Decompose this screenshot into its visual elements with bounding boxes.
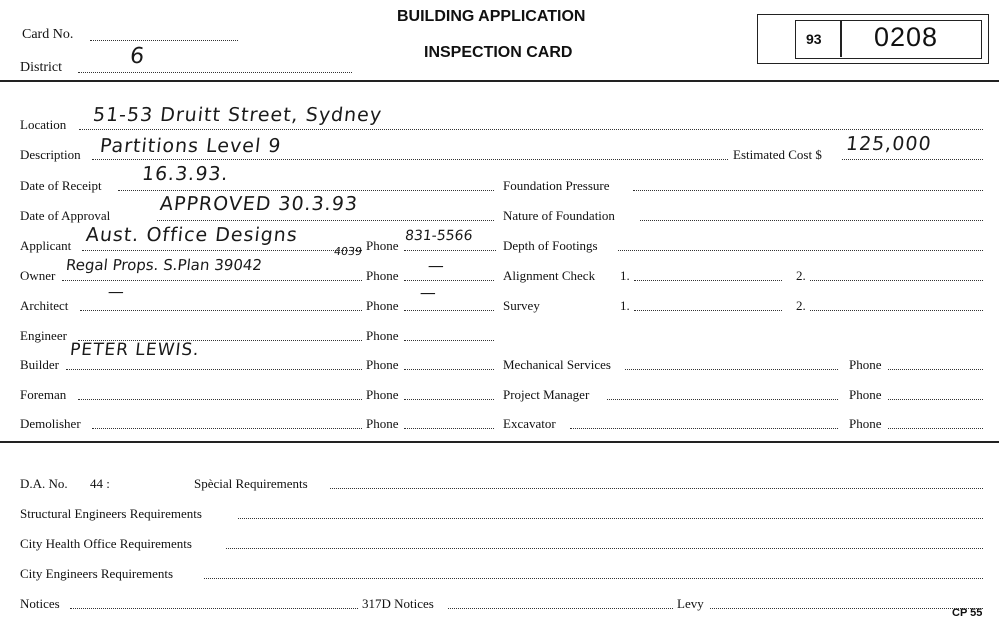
demolisher-line[interactable] (92, 428, 362, 429)
notices-label: Notices (20, 596, 60, 611)
special-requirements-label: Spècial Requirements (194, 476, 308, 491)
project-manager-phone-line[interactable] (888, 399, 983, 400)
architect-phone-line[interactable] (404, 310, 494, 311)
owner-note: 4039 (333, 245, 363, 258)
architect-line[interactable] (80, 310, 362, 311)
city-engineers-line[interactable] (204, 578, 983, 579)
foreman-label: Foreman (20, 387, 67, 402)
depth-of-footings-line[interactable] (618, 250, 983, 251)
nature-of-foundation-label: Nature of Foundation (503, 208, 615, 223)
engineer-phone-line[interactable] (404, 340, 494, 341)
da-no-label: D.A. No. (20, 476, 68, 491)
mechanical-services-phone-label: Phone (849, 357, 882, 372)
project-manager-phone-label: Phone (849, 387, 882, 402)
applicant-phone-value: 831-5566 (404, 228, 474, 244)
applicant-phone-label: Phone (366, 238, 399, 253)
estimated-cost-line[interactable] (842, 159, 983, 160)
foreman-phone-label: Phone (366, 387, 399, 402)
alignment-check-1-line[interactable] (634, 280, 782, 281)
structural-engineers-label: Structural Engineers Requirements (20, 506, 202, 521)
levy-line[interactable] (710, 608, 983, 609)
survey-2-label: 2. (796, 298, 806, 313)
card-no-label: Card No. (22, 27, 74, 42)
mechanical-services-label: Mechanical Services (503, 357, 611, 372)
middle-rule (0, 441, 999, 443)
district-line[interactable] (78, 72, 352, 73)
description-value: Partitions Level 9 (98, 135, 283, 157)
notices-317d-line[interactable] (448, 608, 673, 609)
description-label: Description (20, 147, 81, 162)
mechanical-services-line[interactable] (625, 369, 838, 370)
date-of-receipt-line[interactable] (118, 190, 494, 191)
levy-label: Levy (677, 596, 704, 611)
demolisher-label: Demolisher (20, 416, 81, 431)
builder-line[interactable] (66, 369, 362, 370)
date-of-approval-value: APPROVED 30.3.93 (158, 193, 360, 215)
depth-of-footings-label: Depth of Footings (503, 238, 598, 253)
foreman-line[interactable] (78, 399, 362, 400)
city-health-line[interactable] (226, 548, 983, 549)
description-line[interactable] (92, 159, 728, 160)
demolisher-phone-label: Phone (366, 416, 399, 431)
architect-phone-label: Phone (366, 298, 399, 313)
card-no-line[interactable] (90, 40, 238, 41)
owner-line[interactable] (62, 280, 362, 281)
applicant-value: Aust. Office Designs (84, 224, 299, 246)
city-health-label: City Health Office Requirements (20, 536, 192, 551)
location-line[interactable] (79, 129, 983, 130)
excavator-line[interactable] (570, 428, 838, 429)
mechanical-services-phone-line[interactable] (888, 369, 983, 370)
excavator-phone-line[interactable] (888, 428, 983, 429)
alignment-check-2-line[interactable] (810, 280, 983, 281)
location-label: Location (20, 117, 67, 132)
alignment-check-1-label: 1. (620, 268, 630, 283)
excavator-label: Excavator (503, 416, 556, 431)
notices-317d-label: 317D Notices (362, 596, 434, 611)
engineer-label: Engineer (20, 328, 67, 343)
survey-1-label: 1. (620, 298, 630, 313)
architect-value: — (107, 282, 126, 301)
applicant-phone-line[interactable] (404, 250, 496, 251)
foreman-phone-line[interactable] (404, 399, 494, 400)
location-value: 51-53 Druitt Street, Sydney (91, 104, 384, 126)
card-number-divider (840, 21, 842, 57)
date-of-receipt-label: Date of Receipt (20, 178, 102, 193)
header-rule (0, 80, 999, 82)
notices-line[interactable] (70, 608, 358, 609)
date-of-approval-line[interactable] (157, 220, 494, 221)
builder-label: Builder (20, 357, 59, 372)
owner-value: Regal Props. S.Plan 39042 (65, 256, 263, 274)
alignment-check-label: Alignment Check (503, 268, 596, 283)
form-code: CP 55 (952, 607, 983, 619)
form-title-line1: BUILDING APPLICATION (397, 8, 586, 25)
engineer-phone-label: Phone (366, 328, 399, 343)
excavator-phone-label: Phone (849, 416, 882, 431)
builder-value: PETER LEWIS. (68, 340, 201, 360)
survey-1-line[interactable] (634, 310, 782, 311)
architect-phone-value: — (419, 283, 438, 302)
card-number: 0208 (874, 22, 939, 52)
demolisher-phone-line[interactable] (404, 428, 494, 429)
owner-label: Owner (20, 268, 56, 283)
date-of-receipt-value: 16.3.93. (140, 163, 230, 185)
survey-2-line[interactable] (810, 310, 983, 311)
special-requirements-line[interactable] (330, 488, 983, 489)
district-value: 6 (128, 44, 147, 69)
city-engineers-label: City Engineers Requirements (20, 566, 174, 581)
survey-label: Survey (503, 298, 540, 313)
owner-phone-line[interactable] (404, 280, 494, 281)
project-manager-line[interactable] (607, 399, 838, 400)
foundation-pressure-line[interactable] (633, 190, 983, 191)
applicant-line[interactable] (82, 250, 362, 251)
owner-phone-value: — (427, 256, 446, 275)
da-no-value: 44 : (90, 476, 110, 491)
builder-phone-label: Phone (366, 357, 399, 372)
estimated-cost-value: 125,000 (844, 133, 933, 155)
foundation-pressure-label: Foundation Pressure (503, 178, 610, 193)
structural-engineers-line[interactable] (238, 518, 983, 519)
district-label: District (20, 60, 62, 75)
form-title-line2: INSPECTION CARD (424, 44, 573, 61)
applicant-label: Applicant (20, 238, 72, 253)
nature-of-foundation-line[interactable] (640, 220, 983, 221)
builder-phone-line[interactable] (404, 369, 494, 370)
estimated-cost-label: Estimated Cost $ (733, 147, 822, 162)
card-prefix: 93 (806, 31, 822, 47)
alignment-check-2-label: 2. (796, 268, 806, 283)
project-manager-label: Project Manager (503, 387, 590, 402)
architect-label: Architect (20, 298, 69, 313)
date-of-approval-label: Date of Approval (20, 208, 111, 223)
owner-phone-label: Phone (366, 268, 399, 283)
